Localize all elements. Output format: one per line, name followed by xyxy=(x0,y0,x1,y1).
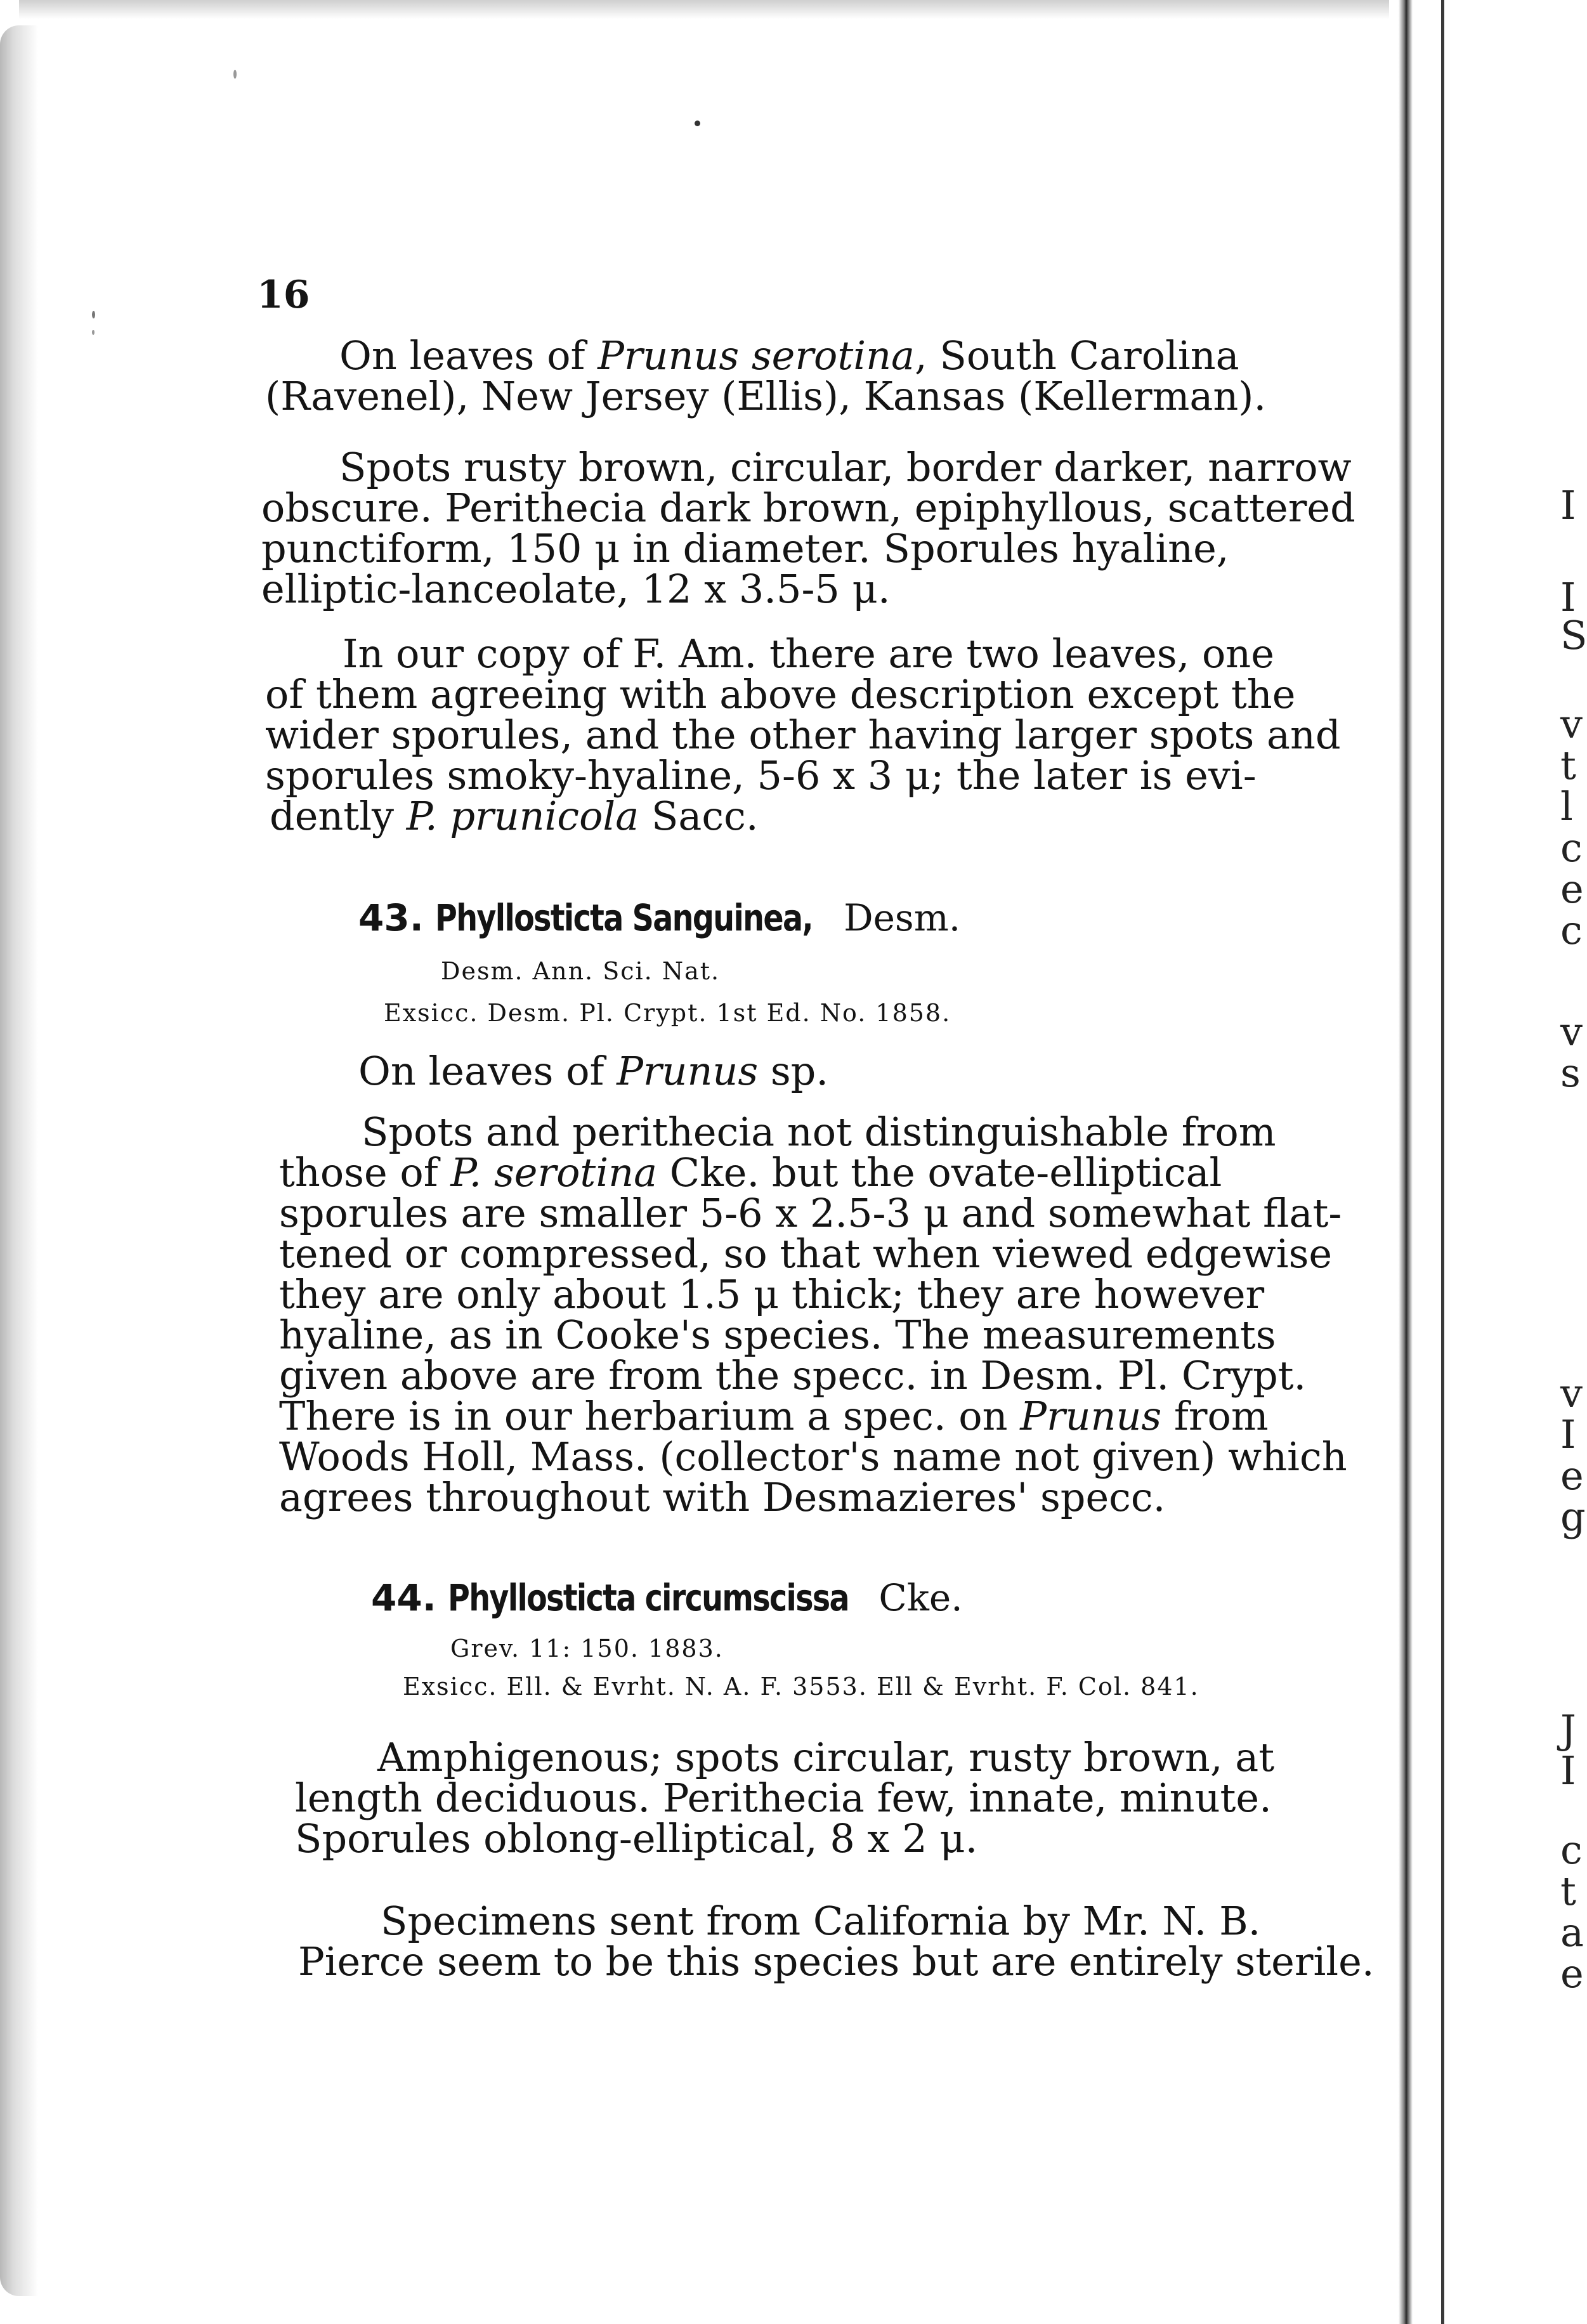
fragment-glyph: c xyxy=(1560,1827,1583,1873)
page-number: 16 xyxy=(257,273,310,317)
text-line: Amphigenous; spots circular, rusty brown, at xyxy=(377,1734,1275,1780)
text-line: they are only about 1.5 μ thick; they are however xyxy=(279,1271,1265,1317)
exsiccata-line: Exsicc. Ell. & Evrht. N. A. F. 3553. Ell & Evrht. F. Col. 841. xyxy=(403,1673,1199,1701)
fragment-glyph: e xyxy=(1560,1950,1584,1997)
text-line: tened or compressed, so that when viewed edgewise xyxy=(279,1231,1333,1277)
book-gutter xyxy=(1399,0,1413,2324)
print-speck xyxy=(92,330,95,335)
text-line: Spots and perithecia not distinguishable from xyxy=(362,1109,1276,1155)
fragment-glyph: I xyxy=(1560,482,1576,528)
text-line: Spots rusty brown, circular, border darker, narrow xyxy=(339,444,1352,490)
text-line: agrees throughout with Desmazieres' specc. xyxy=(279,1474,1166,1520)
text-line: sporules smoky-hyaline, 5-6 x 3 μ; the later is evi- xyxy=(265,752,1257,799)
exsiccata-line: Exsicc. Desm. Pl. Crypt. 1st Ed. No. 1858. xyxy=(384,999,951,1027)
text-line: Pierce seem to be this species but are entirely sterile. xyxy=(298,1938,1375,1985)
page-top-edge xyxy=(19,0,1389,19)
fragment-glyph: e xyxy=(1560,866,1584,912)
text-line: dently P. prunicola Sacc. xyxy=(270,793,759,839)
fragment-glyph: v xyxy=(1560,1370,1583,1416)
fragment-glyph: v xyxy=(1560,701,1583,747)
species-heading-44: 44. Phyllosticta circumscissa Cke. xyxy=(371,1576,963,1619)
fragment-glyph: t xyxy=(1560,742,1576,788)
text-line: length deciduous. Perithecia few, innate, minute. xyxy=(295,1775,1272,1821)
text-line: given above are from the specc. in Desm. Pl. Crypt. xyxy=(279,1352,1307,1399)
fragment-glyph: t xyxy=(1560,1868,1576,1914)
fragment-glyph: c xyxy=(1560,825,1583,871)
print-speck xyxy=(695,121,700,126)
fragment-glyph: l xyxy=(1560,783,1573,830)
text-line: (Ravenel), New Jersey (Ellis), Kansas (Kellerman). xyxy=(265,373,1267,419)
text-line: Sporules oblong-elliptical, 8 x 2 μ. xyxy=(295,1815,978,1862)
text-line: punctiform, 150 μ in diameter. Sporules hyaline, xyxy=(261,525,1229,571)
reference-line: Grev. 11: 150. 1883. xyxy=(450,1635,724,1662)
text-line: sporules are smaller 5-6 x 2.5-3 μ and somewhat flat- xyxy=(279,1190,1342,1236)
reference-line: Desm. Ann. Sci. Nat. xyxy=(441,957,721,985)
fragment-glyph: a xyxy=(1560,1909,1584,1955)
text-line: In our copy of F. Am. there are two leaves, one xyxy=(343,630,1274,677)
fragment-glyph: I xyxy=(1560,1411,1576,1458)
text-line: Specimens sent from California by Mr. N. B. xyxy=(381,1898,1261,1944)
fragment-glyph: v xyxy=(1560,1009,1583,1055)
facing-page-edge xyxy=(1441,0,1444,2324)
text-line: wider sporules, and the other having larger spots and xyxy=(265,712,1341,758)
text-line: hyaline, as in Cooke's species. The measurements xyxy=(279,1312,1276,1358)
page-left-edge xyxy=(0,25,38,2296)
fragment-glyph: I xyxy=(1560,574,1576,620)
fragment-glyph: g xyxy=(1560,1494,1586,1540)
fragment-glyph: e xyxy=(1560,1452,1584,1499)
text-line: On leaves of Prunus sp. xyxy=(358,1048,829,1094)
text-line: of them agreeing with above description except the xyxy=(265,671,1296,717)
fragment-glyph: s xyxy=(1560,1050,1581,1096)
fragment-glyph: S xyxy=(1560,612,1587,658)
text-line: obscure. Perithecia dark brown, epiphyllous, scattered xyxy=(261,485,1355,531)
print-speck xyxy=(233,70,237,79)
text-line: Woods Holl, Mass. (collector's name not given) which xyxy=(279,1433,1347,1480)
text-line: elliptic-lanceolate, 12 x 3.5-5 μ. xyxy=(261,566,891,612)
species-heading-43: 43. Phyllosticta Sanguinea, Desm. xyxy=(358,896,961,939)
print-speck xyxy=(92,311,95,318)
fragment-glyph: J xyxy=(1560,1706,1576,1753)
text-line: those of P. serotina Cke. but the ovate-elliptical xyxy=(279,1149,1222,1196)
fragment-glyph: c xyxy=(1560,907,1583,953)
text-line: On leaves of Prunus serotina, South Carolina xyxy=(339,332,1239,379)
text-line: There is in our herbarium a spec. on Prunus from xyxy=(279,1393,1269,1439)
fragment-glyph: I xyxy=(1560,1747,1576,1794)
